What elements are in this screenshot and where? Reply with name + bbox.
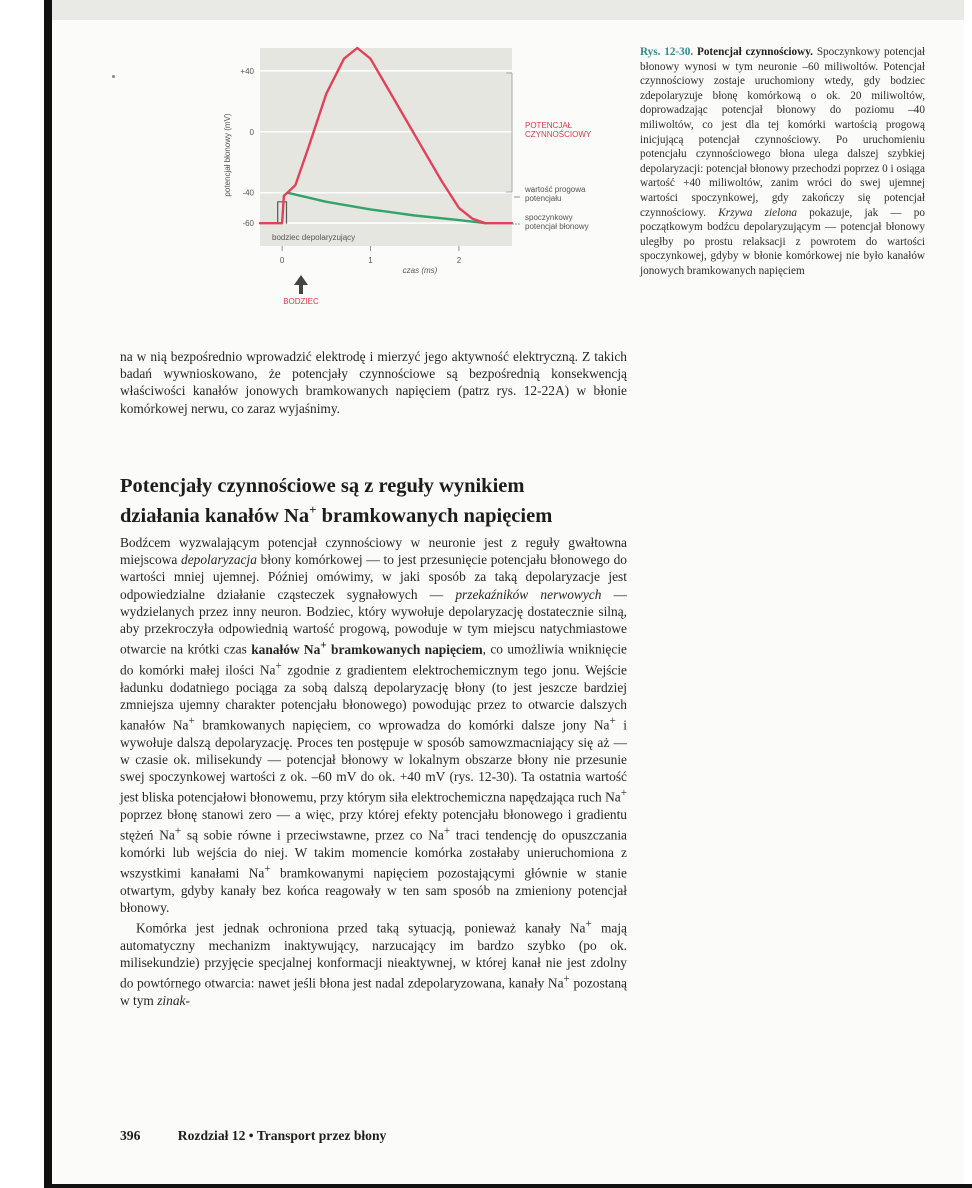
page-footer — [120, 1128, 620, 1144]
stimulus-arrow-label: BODZIEC — [283, 297, 319, 306]
p2-a-sup: + — [585, 918, 592, 931]
p1-b-italic: przekaźników nerwowych — [455, 586, 602, 602]
p1-bold-term — [251, 639, 483, 657]
p1-j: traci tendencję do opuszczania komórki lub wejścia do niej. W takim momencie komórka zostałaby unieruchomiona z wszystkimi kanałami Na — [120, 827, 628, 881]
p1-f-sup: + — [609, 714, 616, 727]
threshold-label-line1: wartość progowa — [525, 185, 586, 194]
chart-y-ticks — [240, 67, 254, 228]
heading-line-2 — [120, 498, 630, 528]
scan-bottom-edge — [44, 1184, 972, 1188]
p2-a: Komórka jest jednak ochroniona przed taką sytuacją, ponieważ kanały Na — [136, 920, 586, 936]
y-tick-label-2: -40 — [242, 188, 254, 198]
y-tick-label-0: +40 — [240, 66, 254, 76]
chart-plot-background — [260, 48, 512, 246]
chapter-title: Rozdział 12 • Transport przez błony — [177, 1128, 387, 1143]
heading-line-2-post: bramkowanych napięciem — [316, 504, 553, 527]
paragraph-1 — [120, 534, 627, 916]
action-potential-chart — [220, 40, 620, 320]
caption-text-2: pokazuje, jak — po początkowym bodźcu depolaryzującym — potencjał błonowy uległby po prostu relaksacji z powrotem do wartości spoczynkowej, gdyby w błonie komórkowej nie było kanałów jonowych bramkowanych napięciem — [640, 206, 925, 277]
scan-left-edge — [44, 0, 52, 1188]
p1-h: poprzez błonę stanowi zero — a więc, przy której efekty potencjału błonowego i gradientu stężeń Na — [120, 806, 627, 843]
stimulus-label: bodziec depolaryzujący — [272, 233, 356, 242]
p2-c-italic: zinak- — [157, 992, 190, 1008]
resting-label-line2: potencjał błonowy — [525, 222, 589, 231]
p1-i-sup: + — [443, 825, 451, 838]
stimulus-arrow-icon — [294, 275, 308, 294]
y-axis-label: potencjał błonowy (mV) — [223, 113, 232, 197]
resting-label-line1: spoczynkowy — [525, 213, 573, 222]
p1-g-sup: + — [620, 787, 627, 800]
p1-d-sup: + — [275, 659, 282, 672]
intro-paragraph: na w nią bezpośrednio wprowadzić elektrodę i mierzyć jego aktywność elektryczną. Z takich badań wywnioskowano, że potencjały czynnościowe są bezpośrednią konsekwencją właściwości kanałów jonowych bramkowanych napięciem (patrz rys. 12-22A) w błonie komórkowej nerwu, co zaraz wyjaśnimy. — [120, 349, 627, 416]
y-tick-label-3: -60 — [242, 219, 254, 229]
p1-i: są sobie równe i przeciwstawne, przez co Na — [181, 827, 444, 843]
threshold-label-line2: potencjału — [525, 194, 562, 203]
x-tick-label-1: 1 — [368, 256, 373, 265]
p2-b: mają automatyczny mechanizm inaktywujący, narzucający im bardzo szybko (po ok. milisekundzie) przyjęcie specjalnej konformacji nieaktywnej, w której kanał nie jest zdolny do powtórnego otwarcia: nawet jeśli błona jest nadal zdepolaryzowana, kanały Na — [120, 920, 627, 991]
figure-caption — [640, 45, 925, 279]
action-potential-label-line2: CZYNNOŚCIOWY — [525, 130, 592, 139]
p1-c: — wydzielanych przez inny neuron. Bodziec, który wywołuje depolaryzację dostatecznie silną, aby przekroczyła odpowiednią wartość progową, powoduje w tym miejscu natychmiastowe otwarcie na krótki czas — [120, 586, 628, 657]
x-tick-label-0: 0 — [279, 256, 285, 265]
action-potential-figure — [220, 40, 620, 320]
figure-title: Potencjał czynnościowy. — [696, 46, 813, 58]
p1-j-sup: + — [264, 863, 271, 875]
p1-c-bold-sup: + — [320, 639, 327, 652]
p1-e-sup: + — [188, 714, 195, 727]
p2-c: pozostaną w tym — [120, 975, 627, 1008]
p1-c-bold: kanałów Na — [251, 641, 321, 657]
page-top-margin — [52, 0, 964, 20]
action-potential-label-line1: POTENCJAŁ — [525, 121, 573, 130]
paragraph-2 — [120, 916, 627, 1009]
p1-g: i wywołuje dalszą depolaryzację. Proces ten postępuje w sposób samowzmacniający się aż — w czasie ok. milisekundy — potencjał błonowy w lokalnym obszarze błony nie przesunie swej spoczynkowej wartości z ok. –60 mV do ok. +40 mV (rys. 12-30). Ta ostatnia wartość jest bliska potencjałowi błonowemu, przy którym siła elektrochemiczna napędzająca ruch Na — [120, 717, 628, 805]
p1-k: bramkowanymi napięciem pozostającymi głównie w stanie otwartym, gdyby kanały bez końca reagowały w ten sam sposób na zmieniony potencjał błonowy. — [120, 865, 628, 915]
p1-h-sup: + — [174, 825, 182, 838]
p2-b-sup: + — [563, 973, 570, 986]
caption-text-1: Spoczynkowy potencjał błonowy wynosi w tym neuronie –60 miliwoltów. Potencjał czynnościowy zostaje uruchomiony wtedy, gdy bodziec zdepolaryzuje błonę komórkową o ok. 20 miliwoltów, doprowadzając potencjał błonowy do poziomu –40 miliwoltów, co jest dla tej komórki wartością progową inicjującą potencjał czynnościowy. Po uruchomieniu potencjału czynnościowego błona ulega dalszej szybkiej depolaryzacji: potencjał błonowy przechodzi poprzez 0 i osiąga wartość +40 miliwoltów, zanim wróci do swej ujemnej wartości spoczynkowej, gdy zakończy się potencjał czynnościowy. — [640, 46, 926, 219]
heading-sup: + — [309, 502, 317, 517]
x-tick-label-2: 2 — [456, 256, 462, 265]
figure-id: Rys. 12-30. — [640, 46, 694, 58]
caption-italic: Krzywa zielona — [718, 206, 797, 219]
heading-line-2-pre: działania kanałów Na — [120, 504, 310, 527]
page-number: 396 — [120, 1128, 141, 1143]
x-axis-label: czas (ms) — [402, 266, 438, 275]
heading-line-1: Potencjały czynnościowe są z reguły wynikiem — [120, 475, 525, 497]
p1-d: , co umożliwia wniknięcie do komórki małej ilości Na — [120, 641, 627, 678]
p1-b: błony komórkowej — to jest przesunięcie potencjału błonowego do wartości mniej ujemnej. Później omówimy, w jaki sposób za taką depolaryzacje jest odpowiedzialne działanie cząsteczek sygnałowych — — [120, 552, 627, 602]
p1-e: zgodnie z gradientem elektrochemicznym tego jonu. Wejście ładunku dodatniego pociąga za sobą dalszą depolaryzację błony (to jest jeszcze bardziej zmniejsza ujemny charakter potencjału błonowego) powodując przez to otwarcie dalszych kanałów Na — [120, 662, 627, 733]
chart-x-ticks — [280, 246, 462, 265]
section-heading — [120, 475, 630, 528]
section-body — [120, 534, 627, 1009]
y-tick-label-1: 0 — [249, 127, 254, 137]
intro-paragraph-block — [120, 348, 627, 417]
p1-a-italic: depolaryzacja — [181, 552, 257, 568]
p1-f: bramkowanych napięciem, co wprowadza do komórki dalsze jony Na — [194, 717, 610, 733]
p1-c-bold-2: bramkowanych napięciem — [326, 641, 483, 657]
scan-speck — [112, 75, 115, 78]
p1-a: Bodźcem wyzwalającym potencjał czynnościowy w neuronie jest z reguły gwałtowna miejscowa — [120, 535, 627, 568]
